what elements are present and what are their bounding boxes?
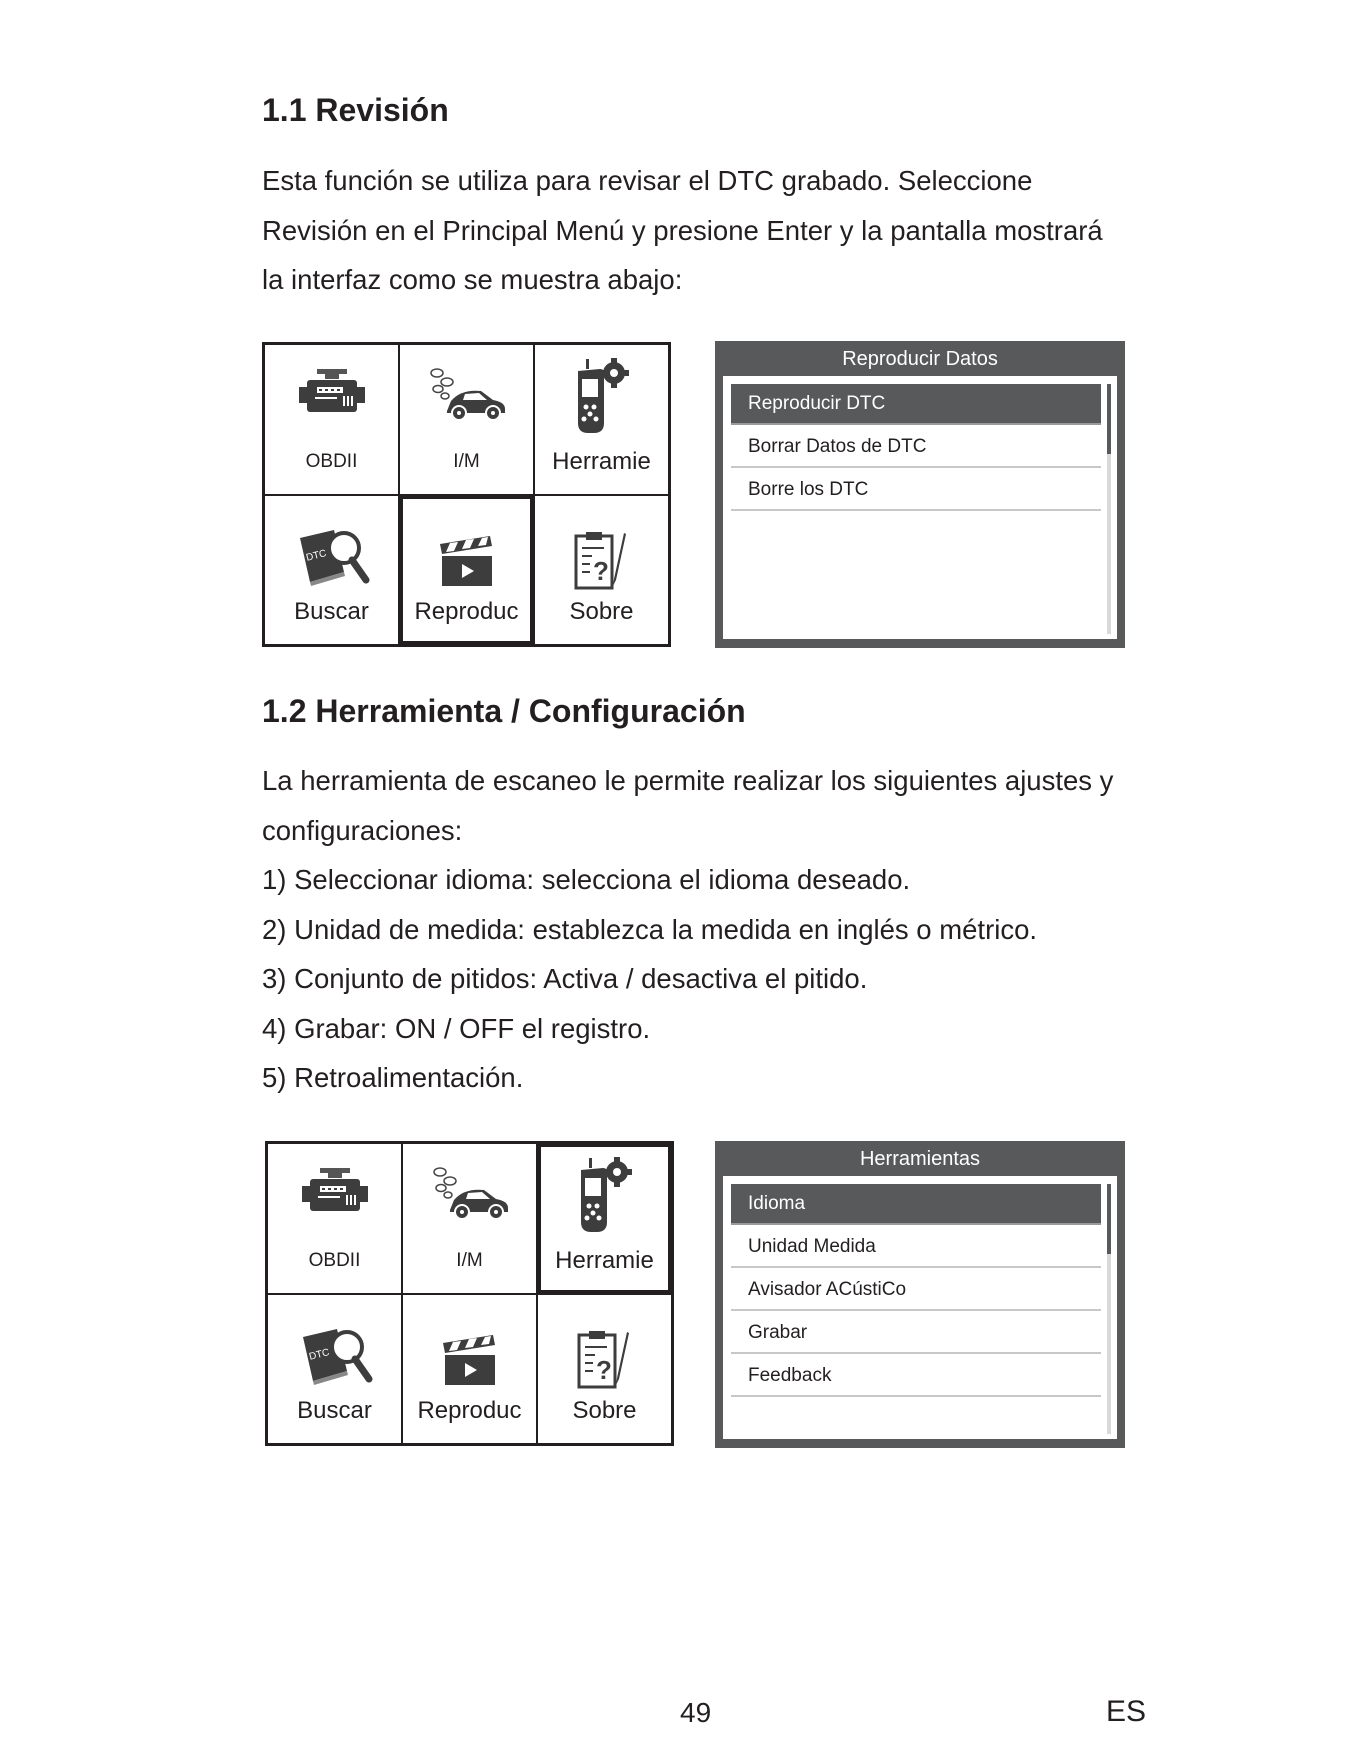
screen-menu-item-playback-dtc[interactable]: Reproducir DTC — [731, 384, 1101, 425]
svg-text:?: ? — [592, 555, 609, 586]
menu-item-label: Herramie — [552, 447, 651, 475]
main-menu-grid — [265, 1141, 674, 1446]
menu-item-tools[interactable] — [538, 1144, 671, 1293]
menu-item-im[interactable] — [403, 1144, 536, 1293]
paragraph-line: configuraciones: — [262, 814, 463, 846]
car-smoke-icon — [428, 1166, 512, 1222]
menu-item-search[interactable] — [268, 1295, 401, 1444]
screen-title: Herramientas — [859, 1148, 981, 1170]
screen-title: Reproducir Datos — [842, 348, 998, 370]
clapperboard-icon — [438, 534, 496, 588]
screen-menu-item-language[interactable]: Idioma — [731, 1184, 1101, 1225]
dtc-book-magnifier-icon — [297, 1325, 373, 1391]
scrollbar[interactable] — [1107, 1184, 1111, 1434]
main-menu-grid — [262, 342, 671, 647]
paragraph-line: 1) Seleccionar idioma: selecciona el idioma deseado. — [262, 864, 911, 895]
menu-item-im[interactable] — [400, 345, 533, 494]
section-heading-review: 1.1 Revisión — [262, 92, 449, 128]
engine-icon — [298, 1166, 372, 1218]
menu-item-review[interactable] — [400, 496, 533, 645]
screen-menu-item-feedback[interactable]: Feedback — [731, 1356, 1101, 1397]
paragraph-line: La herramienta de escaneo le permite realizar los siguientes ajustes y — [262, 765, 1114, 796]
menu-item-about[interactable] — [535, 496, 668, 645]
screen-menu-item-beeper[interactable]: Avisador ACústiCo — [731, 1270, 1101, 1311]
menu-item-search[interactable] — [265, 496, 398, 645]
clipboard-question-icon — [575, 1329, 635, 1391]
paragraph-line: Revisión en el Principal Menú y presione Enter y la pantalla mostrará — [262, 214, 1103, 246]
paragraph-line: 4) Grabar: ON / OFF el registro. — [262, 1012, 651, 1044]
book-label: DTC — [307, 1346, 331, 1363]
screen-body — [723, 1176, 1117, 1439]
svg-text:?: ? — [595, 1354, 612, 1385]
car-smoke-icon — [425, 367, 509, 423]
clapperboard-icon — [441, 1333, 499, 1387]
menu-item-review[interactable] — [403, 1295, 536, 1444]
menu-item-about[interactable] — [538, 1295, 671, 1444]
scanner-tool-icon — [570, 357, 634, 435]
screen-menu-item-record[interactable]: Grabar — [731, 1313, 1101, 1354]
scrollbar[interactable] — [1107, 384, 1111, 634]
section-paragraph-review — [262, 156, 1103, 305]
menu-item-obdii[interactable] — [268, 1144, 401, 1293]
screen-menu-list — [723, 1176, 1101, 1397]
language-code: ES — [1106, 1695, 1147, 1728]
engine-icon — [295, 367, 369, 419]
paragraph-line: 5) Retroalimentación. — [262, 1062, 524, 1093]
clipboard-question-icon — [572, 530, 632, 592]
device-screen-tools — [715, 1141, 1125, 1448]
menu-item-label: Reproduc — [414, 598, 519, 625]
menu-item-label: Sobre — [569, 598, 634, 625]
screen-menu-item-erase-dtc[interactable]: Borre los DTC — [731, 470, 1101, 511]
screen-menu-item-unit[interactable]: Unidad Medida — [731, 1227, 1101, 1268]
menu-item-label: Herramie — [555, 1246, 654, 1274]
paragraph-line: 2) Unidad de medida: establezca la medida en inglés o métrico. — [262, 913, 1038, 945]
menu-item-tools[interactable] — [535, 345, 668, 494]
screen-menu-item-clear-dtc-data[interactable]: Borrar Datos de DTC — [731, 427, 1101, 468]
screen-menu-list — [723, 376, 1101, 511]
menu-item-label: OBDII — [308, 1249, 361, 1271]
device-screen-playback — [715, 341, 1125, 648]
page-number: 49 — [680, 1697, 712, 1728]
menu-item-label: Sobre — [572, 1397, 637, 1424]
scrollbar-thumb[interactable] — [1107, 384, 1111, 454]
paragraph-line: la interfaz como se muestra abajo: — [262, 264, 683, 295]
section-paragraph-tools — [262, 756, 1113, 1103]
menu-item-label: Reproduc — [417, 1397, 522, 1424]
menu-item-label: Buscar — [294, 598, 369, 625]
menu-item-label: Buscar — [297, 1397, 372, 1424]
menu-item-label: OBDII — [305, 450, 358, 472]
scanner-tool-icon — [573, 1156, 637, 1234]
paragraph-line: Esta función se utiliza para revisar el DTC grabado. Seleccione — [262, 165, 1033, 196]
menu-item-label: I/M — [456, 1249, 483, 1271]
section-heading-tools: 1.2 Herramienta / Configuración — [262, 693, 746, 729]
book-label: DTC — [304, 547, 328, 564]
screen-body — [723, 376, 1117, 639]
menu-item-obdii[interactable] — [265, 345, 398, 494]
paragraph-line: 3) Conjunto de pitidos: Activa / desactiva el pitido. — [262, 963, 868, 994]
scrollbar-thumb[interactable] — [1107, 1184, 1111, 1254]
menu-item-label: I/M — [453, 450, 480, 472]
dtc-book-magnifier-icon — [294, 526, 370, 592]
